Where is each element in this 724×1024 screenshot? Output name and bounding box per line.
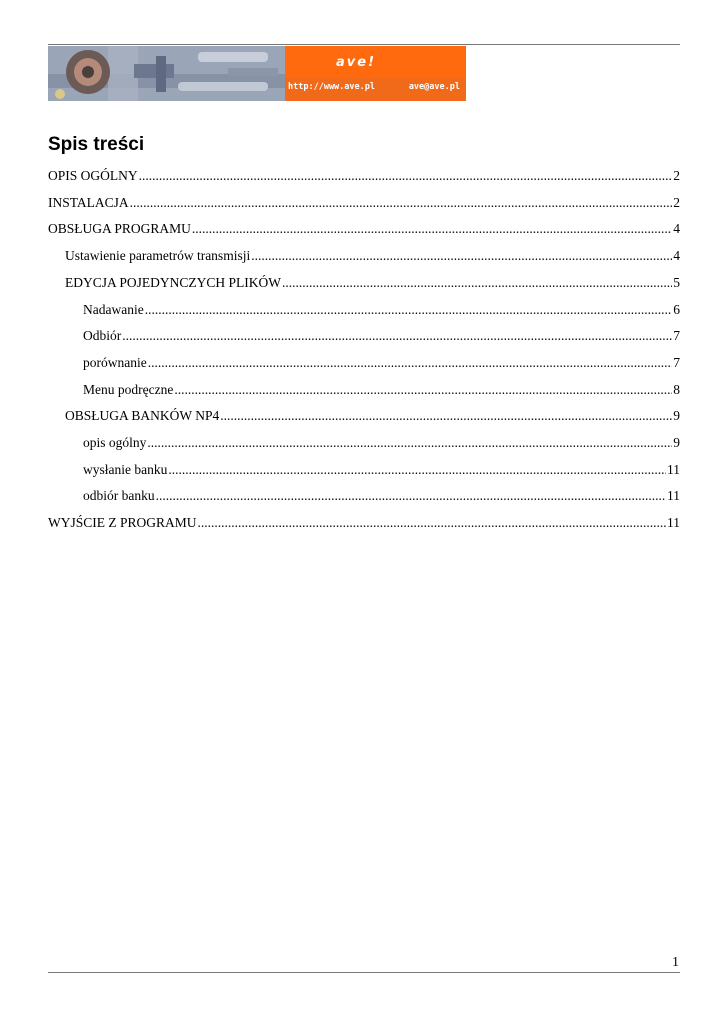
- toc-entry[interactable]: [65, 406, 680, 426]
- header-banner: [48, 46, 466, 101]
- toc-entry-label: OPIS OGÓLNY: [48, 168, 138, 183]
- toc-entry-label: INSTALACJA: [48, 194, 129, 210]
- toc-dot-leader: [139, 166, 673, 186]
- toc-entry-page: 9: [673, 408, 680, 424]
- toc-dot-leader: [156, 486, 666, 506]
- toc-entry-label: OBSŁUGA BANKÓW NP4: [65, 408, 220, 424]
- toc-dot-leader: [198, 513, 666, 533]
- toc-entry-label: Menu podręczne: [83, 381, 174, 397]
- toc-entry-label: odbiór banku: [83, 488, 155, 504]
- toc-entry-page: 8: [673, 381, 680, 397]
- toc-dot-leader: [220, 406, 672, 426]
- toc-dot-leader: [145, 300, 673, 320]
- toc-entry-page: 7: [673, 354, 680, 370]
- machinery-image: [48, 46, 285, 101]
- toc-entry-page: 9: [673, 435, 680, 450]
- toc-entry-label: WYJŚCIE Z PROGRAMU: [48, 515, 197, 531]
- toc-dot-leader: [122, 326, 672, 346]
- toc-entry[interactable]: [83, 353, 680, 373]
- toc-entry-page: 5: [673, 274, 680, 290]
- toc-entry-page: 7: [673, 328, 680, 344]
- toc-entry-page: 11: [667, 515, 680, 531]
- toc-entry[interactable]: [48, 513, 680, 533]
- toc-entry[interactable]: [83, 380, 680, 400]
- toc-entry-page: 11: [667, 461, 680, 477]
- toc-entry-label: EDYCJA POJEDYNCZYCH PLIKÓW: [65, 274, 282, 290]
- toc-entry-label: Nadawanie: [83, 301, 144, 317]
- toc-dot-leader: [174, 380, 672, 400]
- contact-strip: [285, 78, 466, 101]
- toc-dot-leader: [168, 460, 666, 480]
- toc-dot-leader: [282, 273, 672, 293]
- page-number: 1: [672, 955, 679, 970]
- toc-dot-leader: [147, 433, 672, 453]
- toc-entry[interactable]: [83, 300, 680, 320]
- footer-rule: [48, 972, 680, 973]
- toc-entry-label: Odbiór: [83, 328, 122, 344]
- toc-entry-page: 2: [673, 168, 680, 183]
- toc-title: Spis treści: [48, 134, 145, 155]
- ave-logo: ave!: [336, 55, 376, 70]
- toc-entry-label: opis ogólny: [83, 435, 147, 450]
- toc-entry[interactable]: [83, 486, 680, 506]
- toc-entry-page: 11: [667, 488, 680, 504]
- toc-dot-leader: [192, 219, 672, 239]
- toc-dot-leader: [130, 193, 673, 213]
- toc-entry-page: 6: [673, 301, 680, 317]
- toc-entry-label: wysłanie banku: [83, 461, 168, 477]
- toc-entry[interactable]: [65, 246, 680, 266]
- toc-entry-page: 2: [673, 194, 680, 210]
- brand-panel: [285, 46, 466, 78]
- toc-entry-page: 4: [673, 248, 680, 264]
- toc-entry-label: Ustawienie parametrów transmisji: [65, 248, 251, 264]
- toc-entry-label: OBSŁUGA PROGRAMU: [48, 221, 191, 237]
- toc-dot-leader: [251, 246, 672, 266]
- email-link[interactable]: ave@ave.pl: [408, 82, 460, 92]
- toc-entry[interactable]: [48, 193, 680, 213]
- header-rule: [48, 44, 680, 45]
- toc-entry[interactable]: [83, 460, 680, 480]
- toc-entry-page: 4: [673, 221, 680, 237]
- toc-entry[interactable]: [83, 433, 680, 453]
- toc-entry[interactable]: [48, 219, 680, 239]
- toc-entry[interactable]: [48, 166, 680, 186]
- toc-entry[interactable]: [83, 326, 680, 346]
- toc-entry[interactable]: [65, 273, 680, 293]
- toc-dot-leader: [148, 353, 673, 373]
- toc-entry-label: porównanie: [83, 354, 147, 370]
- website-link[interactable]: http://www.ave.pl: [288, 82, 375, 92]
